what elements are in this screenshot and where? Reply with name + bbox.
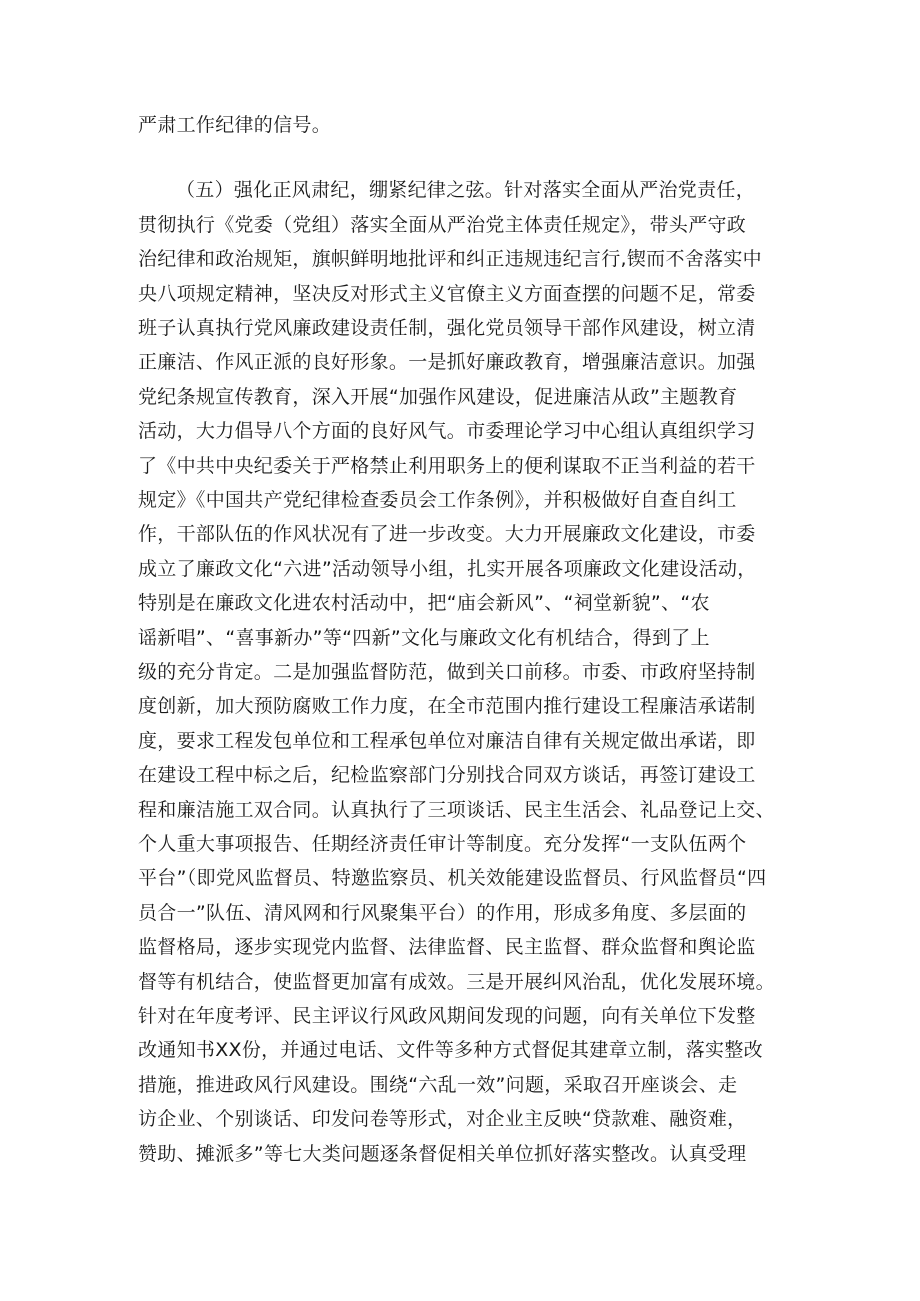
text-line: 活动，大力倡导八个方面的良好风气。市委理论学习中心组认真组织学习 xyxy=(138,420,756,442)
text-line: 作，干部队伍的作风状况有了进一步改变。大力开展廉政文化建设，市委 xyxy=(138,523,756,545)
text-line: 员合一”队伍、清风网和行风聚集平台）的作用，形成多角度、多层面的 xyxy=(138,902,747,924)
text-line: 程和廉洁施工双合同。认真执行了三项谈话、民主生活会、礼品登记上交、 xyxy=(138,799,775,821)
text-line: 特别是在廉政文化进农村活动中，把“庙会新风”、“祠堂新貌”、“农 xyxy=(138,592,710,614)
text-line: 级的充分肯定。二是加强监督防范，做到关口前移。市委、市政府坚持制 xyxy=(138,661,756,683)
text-line: 监督格局，逐步实现党内监督、法律监督、民主监督、群众监督和舆论监 xyxy=(138,936,756,958)
text-line: 了《中共中央纪委关于严格禁止利用职务上的便利谋取不正当利益的若干 xyxy=(138,455,756,477)
text-line: 成立了廉政文化“六进”活动领导小组，扎实开展各项廉政文化建设活动， xyxy=(138,558,757,580)
paragraph-first-line: （五）强化正风肃纪，绷紧纪律之弦。针对落实全面从严治党责任， xyxy=(176,179,756,201)
text-line: 党纪条规宣传教育，深入开展“加强作风建设，促进廉洁从政”主题教育 xyxy=(138,386,738,408)
text-line: 个人重大事项报告、任期经济责任审计等制度。充分发挥“一支队伍两个 xyxy=(138,833,747,855)
text-line: 访企业、个别谈话、印发问卷等形式，对企业主反映“贷款难、融资难， xyxy=(138,1108,747,1130)
text-line: 针对在年度考评、民主评议行风政风期间发现的问题，向有关单位下发整 xyxy=(138,1005,756,1027)
text-line: 班子认真执行党风廉政建设责任制，强化党员领导干部作风建设，树立清 xyxy=(138,317,756,339)
text-line: 规定》《中国共产党纪律检查委员会工作条例》，并积极做好自查自纠工 xyxy=(138,489,737,511)
text-line: 正廉洁、作风正派的良好形象。一是抓好廉政教育，增强廉洁意识。加强 xyxy=(138,351,756,373)
text-line: 贯彻执行《党委（党组）落实全面从严治党主体责任规定》，带头严守政 xyxy=(138,214,747,236)
text-line: 严肃工作纪律的信号。 xyxy=(138,114,332,136)
text-line: 央八项规定精神，坚决反对形式主义官僚主义方面查摆的问题不足，常委 xyxy=(138,283,756,305)
text-line: 在建设工程中标之后，纪检监察部门分别找合同双方谈话，再签订建设工 xyxy=(138,764,756,786)
text-line: 措施，推进政风行风建设。围绕“六乱一效”问题，采取召开座谈会、走 xyxy=(138,1074,738,1096)
text-line: 度创新，加大预防腐败工作力度，在全市范围内推行建设工程廉洁承诺制 xyxy=(138,695,756,717)
text-line: 平台”（即党风监督员、特邀监察员、机关效能建设监督员、行风监督员“四 xyxy=(138,867,767,889)
text-line: 谣新唱”、“喜事新办”等“四新”文化与廉政文化有机结合，得到了上 xyxy=(138,627,710,649)
text-line: 治纪律和政治规矩，旗帜鲜明地批评和纠正违规违纪言行,锲而不舍落实中 xyxy=(138,248,762,270)
text-line: 督等有机结合，使监督更加富有成效。三是开展纠风治乱，优化发展环境。 xyxy=(138,971,775,993)
text-line: 度，要求工程发包单位和工程承包单位对廉洁自律有关规定做出承诺，即 xyxy=(138,730,756,752)
text-line: 改通知书XX份，并通过电话、文件等多种方式督促其建章立制，落实整改 xyxy=(138,1039,763,1061)
text-line: 赞助、摊派多”等七大类问题逐条督促相关单位抓好落实整改。认真受理 xyxy=(138,1143,747,1165)
